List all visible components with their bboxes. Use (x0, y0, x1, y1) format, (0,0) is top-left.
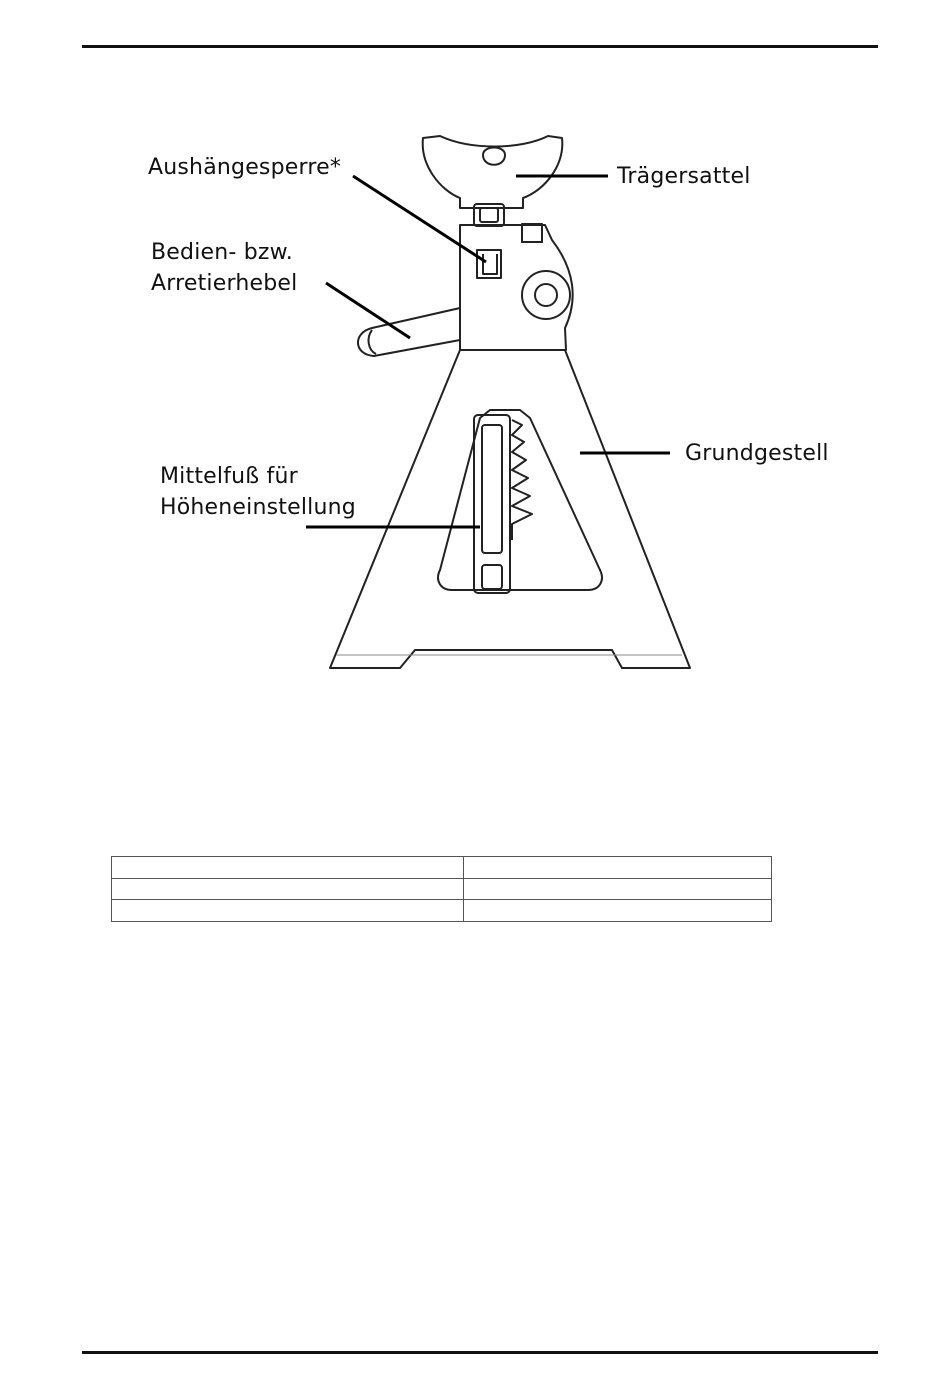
pivot-inner (535, 284, 557, 306)
center-post (474, 415, 510, 593)
frame-window (438, 410, 602, 590)
label-bedien-line1: Bedien- bzw. (151, 240, 293, 265)
table-cell (464, 900, 772, 922)
spec-table (111, 856, 772, 922)
label-mittelfuss-line2: Höheneinstellung (160, 495, 356, 520)
table-cell (112, 857, 464, 879)
label-traegersattel: Trägersattel (617, 164, 751, 189)
saddle-notch (483, 148, 505, 165)
small-block (522, 224, 542, 242)
label-aushaengesperre: Aushängesperre* (148, 155, 342, 180)
jack-stand-diagram (0, 110, 950, 710)
table-cell (464, 878, 772, 900)
leader-aushaengesperre (353, 176, 486, 262)
table-row (112, 900, 772, 922)
table-cell (112, 878, 464, 900)
pivot-outer (522, 271, 570, 319)
footer-rule (82, 1351, 878, 1354)
label-grundgestell: Grundgestell (685, 441, 829, 466)
table-row (112, 878, 772, 900)
label-mittelfuss-line1: Mittelfuß für (160, 464, 298, 489)
ratchet-teeth (512, 420, 532, 540)
table-cell (464, 857, 772, 879)
table-cell (112, 900, 464, 922)
header-rule (82, 45, 878, 48)
table-row (112, 857, 772, 879)
label-bedien-line2: Arretierhebel (151, 271, 298, 296)
head-block (460, 225, 573, 350)
